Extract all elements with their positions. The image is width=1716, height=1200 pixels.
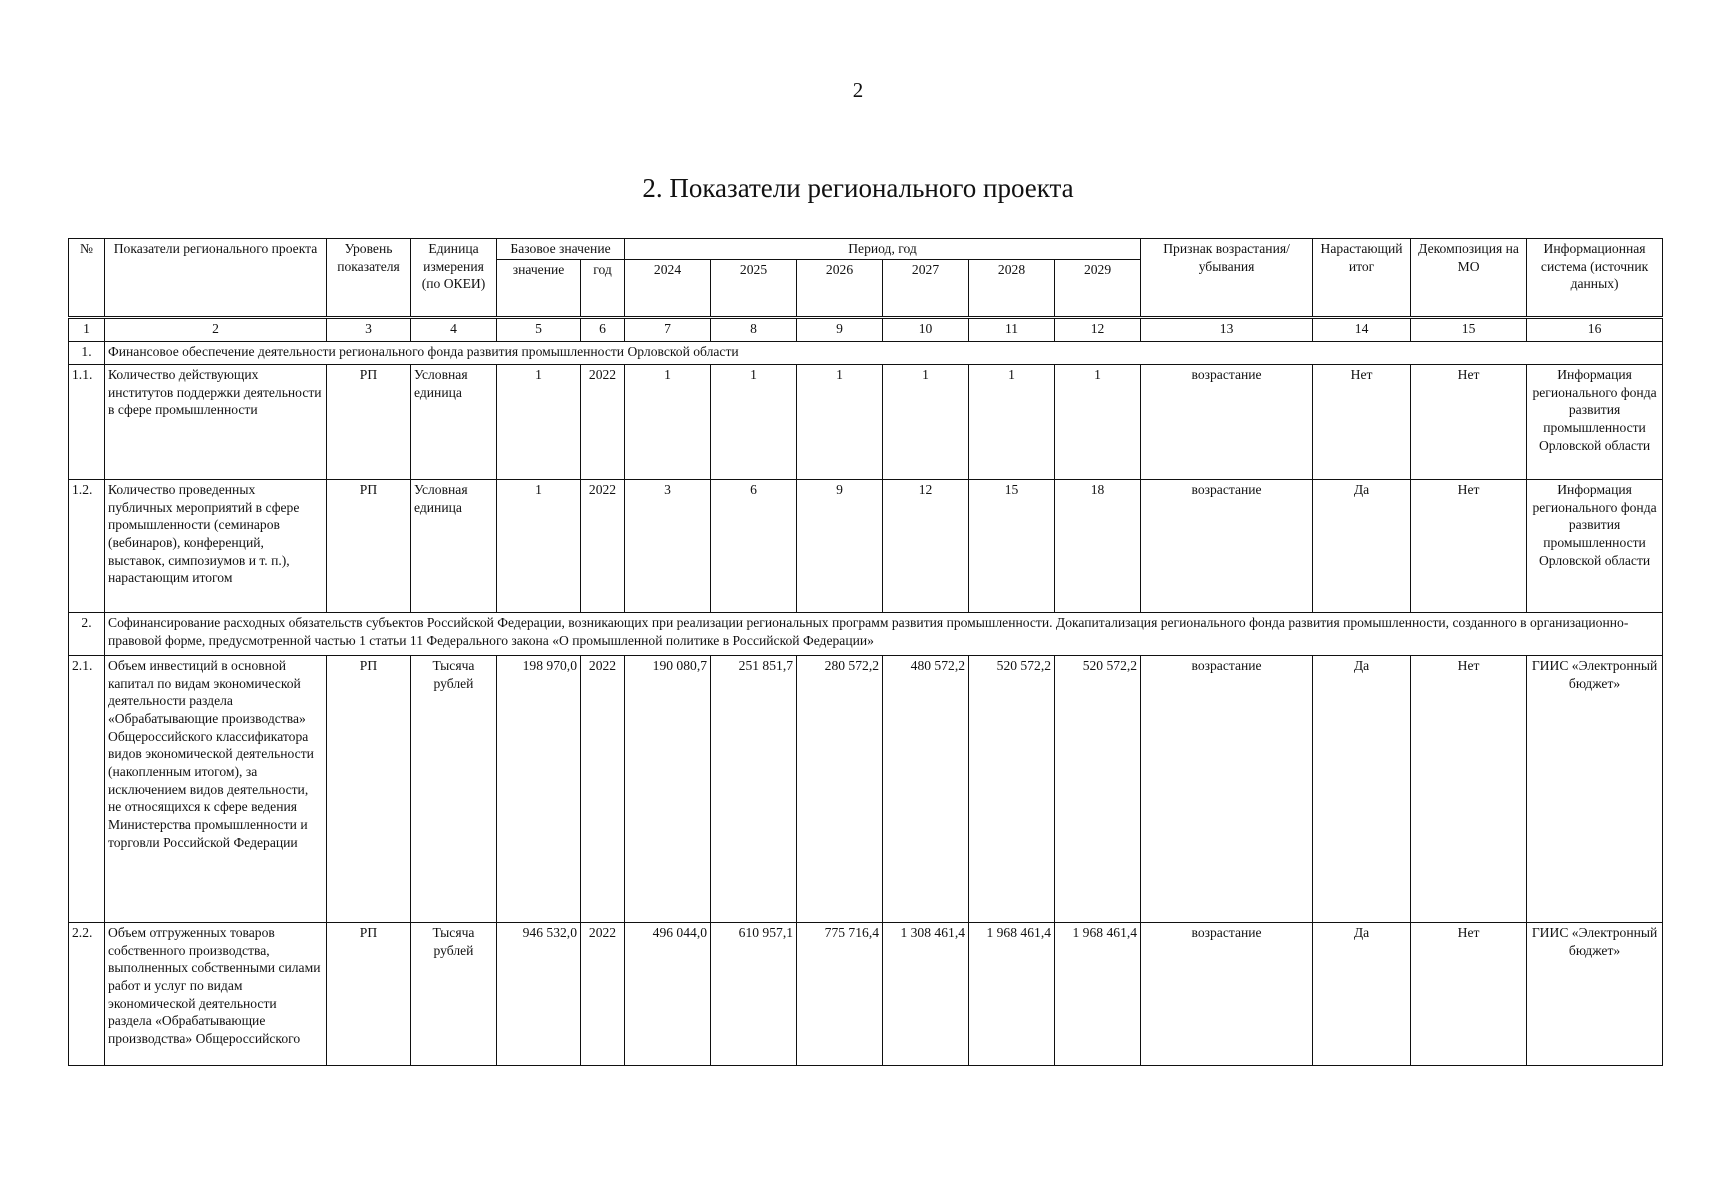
indicators-table xyxy=(68,238,1663,1066)
value-2029: 1 xyxy=(1055,365,1141,480)
value-2025: 1 xyxy=(711,365,797,480)
value-2025: 610 957,1 xyxy=(711,923,797,1066)
value-2024: 496 044,0 xyxy=(625,923,711,1066)
column-number: 5 xyxy=(497,318,581,342)
value-2028: 15 xyxy=(969,480,1055,613)
header-year-2024: 2024 xyxy=(625,260,711,318)
indicator-name: Количество действующих институтов поддержки деятельности в сфере промышленности xyxy=(105,365,327,480)
header-year-2026: 2026 xyxy=(797,260,883,318)
indicator-name: Количество проведенных публичных мероприятий в сфере промышленности (семинаров (вебинаров), конференций, выставок, симпозиумов и т. п.), нарастающим итогом xyxy=(105,480,327,613)
cumulative: Да xyxy=(1313,656,1411,923)
header-period: Период, год xyxy=(625,239,1141,260)
section-number: 2. xyxy=(69,613,105,656)
value-2029: 520 572,2 xyxy=(1055,656,1141,923)
column-number: 4 xyxy=(411,318,497,342)
indicator-level: РП xyxy=(327,480,411,613)
value-2027: 480 572,2 xyxy=(883,656,969,923)
header-year-2025: 2025 xyxy=(711,260,797,318)
header-base-value-value: значение xyxy=(497,260,581,318)
indicator-level: РП xyxy=(327,365,411,480)
header-year-2027: 2027 xyxy=(883,260,969,318)
decomposition: Нет xyxy=(1411,365,1527,480)
value-2029: 18 xyxy=(1055,480,1141,613)
column-number: 8 xyxy=(711,318,797,342)
value-2029: 1 968 461,4 xyxy=(1055,923,1141,1066)
column-number: 15 xyxy=(1411,318,1527,342)
indicator-unit: Условная единица xyxy=(411,365,497,480)
column-number: 7 xyxy=(625,318,711,342)
data-source: Информация регионального фонда развития промышленности Орловской области xyxy=(1527,365,1663,480)
value-2024: 3 xyxy=(625,480,711,613)
value-2027: 1 xyxy=(883,365,969,480)
base-value: 198 970,0 xyxy=(497,656,581,923)
column-number: 6 xyxy=(581,318,625,342)
header-cumulative: Нарастающий итог xyxy=(1313,239,1411,318)
row-number: 1.1. xyxy=(69,365,105,480)
value-2024: 190 080,7 xyxy=(625,656,711,923)
base-value: 946 532,0 xyxy=(497,923,581,1066)
section-row xyxy=(69,613,1663,656)
header-year-2028: 2028 xyxy=(969,260,1055,318)
data-source: ГИИС «Электронный бюджет» xyxy=(1527,923,1663,1066)
section-title: 2. Показатели регионального проекта xyxy=(642,173,1074,203)
row-number: 2.1. xyxy=(69,656,105,923)
header-unit: Единица измерения (по ОКЕИ) xyxy=(411,239,497,318)
header-indicator: Показатели регионального проекта xyxy=(105,239,327,318)
value-2028: 1 968 461,4 xyxy=(969,923,1055,1066)
table-row xyxy=(69,923,1663,1066)
indicator-unit: Условная единица xyxy=(411,480,497,613)
table-row xyxy=(69,480,1663,613)
row-number: 1.2. xyxy=(69,480,105,613)
decomposition: Нет xyxy=(1411,656,1527,923)
decomposition: Нет xyxy=(1411,923,1527,1066)
column-number: 16 xyxy=(1527,318,1663,342)
section-heading: Софинансирование расходных обязательств субъектов Российской Федерации, возникающих при реализации региональных программ развития промышленности. Докапитализация регионального фонда развития промышленности, созданного в организационно-правовой форме, предусмотренной частью 1 статьи 11 Федерального закона «О промышленной политике в Российской Федерации» xyxy=(105,613,1663,656)
header-trend: Признак возрастания/убывания xyxy=(1141,239,1313,318)
section-row xyxy=(69,342,1663,365)
header-base-value: Базовое значение xyxy=(497,239,625,260)
column-number: 10 xyxy=(883,318,969,342)
base-value: 1 xyxy=(497,480,581,613)
cumulative: Да xyxy=(1313,480,1411,613)
table-row xyxy=(69,656,1663,923)
page-number: 2 xyxy=(852,78,864,102)
column-number: 14 xyxy=(1313,318,1411,342)
column-number: 12 xyxy=(1055,318,1141,342)
column-number: 13 xyxy=(1141,318,1313,342)
header-no: № xyxy=(69,239,105,318)
column-number: 11 xyxy=(969,318,1055,342)
indicator-level: РП xyxy=(327,656,411,923)
value-2026: 9 xyxy=(797,480,883,613)
trend: возрастание xyxy=(1141,365,1313,480)
section-number: 1. xyxy=(69,342,105,365)
value-2026: 775 716,4 xyxy=(797,923,883,1066)
value-2025: 6 xyxy=(711,480,797,613)
indicator-unit: Тысяча рублей xyxy=(411,923,497,1066)
value-2027: 12 xyxy=(883,480,969,613)
header-year-2029: 2029 xyxy=(1055,260,1141,318)
value-2025: 251 851,7 xyxy=(711,656,797,923)
base-value: 1 xyxy=(497,365,581,480)
value-2027: 1 308 461,4 xyxy=(883,923,969,1066)
section-heading: Финансовое обеспечение деятельности регионального фонда развития промышленности Орловской области xyxy=(105,342,1663,365)
decomposition: Нет xyxy=(1411,480,1527,613)
indicator-name: Объем отгруженных товаров собственного производства, выполненных собственными силами работ и услуг по видам экономической деятельности раздела «Обрабатывающие производства» Общероссийского xyxy=(105,923,327,1066)
column-number: 9 xyxy=(797,318,883,342)
row-number: 2.2. xyxy=(69,923,105,1066)
cumulative: Нет xyxy=(1313,365,1411,480)
base-year: 2022 xyxy=(581,365,625,480)
header-decomposition: Декомпозиция на МО xyxy=(1411,239,1527,318)
table-row xyxy=(69,365,1663,480)
base-year: 2022 xyxy=(581,923,625,1066)
data-source: ГИИС «Электронный бюджет» xyxy=(1527,656,1663,923)
header-level: Уровень показателя xyxy=(327,239,411,318)
value-2028: 520 572,2 xyxy=(969,656,1055,923)
column-number: 1 xyxy=(69,318,105,342)
indicator-name: Объем инвестиций в основной капитал по видам экономической деятельности раздела «Обрабатывающие производства» Общероссийского классификатора видов экономической деятельности (накопленным итогом), за исключением видов деятельности, не относящихся к сфере ведения Министерства промышленности и торговли Российской Федерации xyxy=(105,656,327,923)
value-2026: 280 572,2 xyxy=(797,656,883,923)
value-2024: 1 xyxy=(625,365,711,480)
trend: возрастание xyxy=(1141,923,1313,1066)
base-year: 2022 xyxy=(581,480,625,613)
base-year: 2022 xyxy=(581,656,625,923)
indicator-unit: Тысяча рублей xyxy=(411,656,497,923)
cumulative: Да xyxy=(1313,923,1411,1066)
indicator-level: РП xyxy=(327,923,411,1066)
column-number: 3 xyxy=(327,318,411,342)
data-source: Информация регионального фонда развития промышленности Орловской области xyxy=(1527,480,1663,613)
column-number: 2 xyxy=(105,318,327,342)
header-base-value-year: год xyxy=(581,260,625,318)
column-number-row xyxy=(69,318,1663,342)
header-info-system: Информационная система (источник данных) xyxy=(1527,239,1663,318)
trend: возрастание xyxy=(1141,656,1313,923)
value-2026: 1 xyxy=(797,365,883,480)
trend: возрастание xyxy=(1141,480,1313,613)
value-2028: 1 xyxy=(969,365,1055,480)
